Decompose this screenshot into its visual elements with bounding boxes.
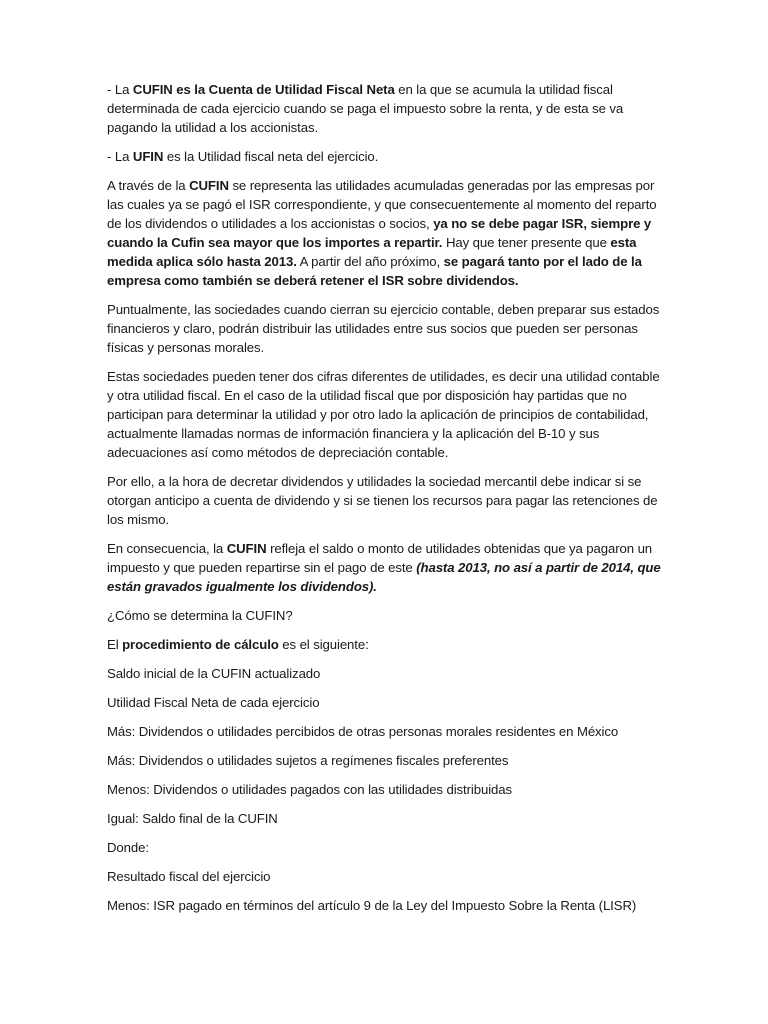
calc-line: Menos: Dividendos o utilidades pagados con las utilidades distribuidas bbox=[107, 782, 512, 797]
calc-line: Donde: bbox=[107, 840, 149, 855]
text: En consecuencia, la bbox=[107, 541, 227, 556]
bold-text: se pagará tanto por el lado de la empresa como también se deberá retener el ISR sobre dividendos. bbox=[107, 254, 642, 288]
calc-line: Más: Dividendos o utilidades sujetos a regímenes fiscales preferentes bbox=[107, 753, 509, 768]
bold-text: ya no se debe pagar ISR, siempre y cuando la Cufin sea mayor que los importes a repartir. bbox=[107, 216, 652, 250]
question-heading: ¿Cómo se determina la CUFIN? bbox=[107, 608, 293, 623]
bold-text: CUFIN bbox=[226, 541, 267, 556]
text: Hay que tener presente que bbox=[442, 235, 611, 250]
paragraph-procedimiento bbox=[107, 635, 668, 654]
calc-line: Utilidad Fiscal Neta de cada ejercicio bbox=[107, 695, 320, 710]
bold-text: UFIN bbox=[132, 149, 164, 164]
text: refleja el saldo o monto de utilidades obtenidas que ya pagaron un impuesto y que pueden repartirse sin el pago de este bbox=[107, 541, 653, 575]
calc-line: Igual: Saldo final de la CUFIN bbox=[107, 811, 278, 826]
text: es el siguiente: bbox=[278, 637, 369, 652]
paragraph-sociedades: Puntualmente, las sociedades cuando cierran su ejercicio contable, deben preparar sus estados financieros y claro, podrán distribuir las utilidades entre sus socios que pueden ser personas físicas y personas morales. bbox=[107, 302, 660, 355]
paragraph-utilidades: Estas sociedades pueden tener dos cifras diferentes de utilidades, es decir una utilidad contable y otra utilidad fiscal. En el caso de la utilidad fiscal que por disposición hay partidas que no participan para determinar la utilidad y por otro lado la aplicación de principios de contabilidad, actualmente llamadas normas de información financiera y la aplicación del B-10 y sus adecuaciones así como métodos de depreciación contable. bbox=[107, 369, 660, 460]
text: - La bbox=[107, 82, 133, 97]
calc-line: Menos: ISR pagado en términos del artículo 9 de la Ley del Impuesto Sobre la Renta (LISR) bbox=[107, 898, 637, 913]
text: es la Utilidad fiscal neta del ejercicio. bbox=[163, 149, 379, 164]
bold-text: procedimiento de cálculo bbox=[122, 637, 279, 652]
text: - La bbox=[107, 149, 133, 164]
calc-line: Más: Dividendos o utilidades percibidos de otras personas morales residentes en México bbox=[107, 724, 619, 739]
paragraph-dividendos: Por ello, a la hora de decretar dividendos y utilidades la sociedad mercantil debe indicar si se otorgan anticipo a cuenta de dividendo y si se tienen los recursos para pagar las retenciones de los mismo. bbox=[107, 474, 658, 527]
bold-text: esta medida aplica sólo hasta 2013. bbox=[107, 235, 637, 269]
calc-line: Saldo inicial de la CUFIN actualizado bbox=[107, 666, 321, 681]
paragraph-ufin-definition bbox=[107, 147, 668, 166]
paragraph-cufin-explanation bbox=[107, 176, 668, 290]
text: en la que se acumula la utilidad fiscal determinada de cada ejercicio cuando se paga el impuesto sobre la renta, y de esta se va pagando la utilidad a los accionistas. bbox=[107, 82, 624, 135]
bold-text: CUFIN es la Cuenta de Utilidad Fiscal Neta bbox=[132, 82, 395, 97]
calc-line: Resultado fiscal del ejercicio bbox=[107, 869, 271, 884]
text: se representa las utilidades acumuladas generadas por las empresas por las cuales ya se pagó el ISR correspondiente, y que consecuentemente al momento del reparto de los dividendos o utilidades a los accionistas o socios, bbox=[107, 178, 657, 231]
paragraph-consecuencia bbox=[107, 539, 668, 596]
bold-text: CUFIN bbox=[189, 178, 229, 193]
text: A través de la bbox=[107, 178, 190, 193]
bold-italic-text: (hasta 2013, no así a partir de 2014, que están gravados igualmente los dividendos). bbox=[107, 560, 661, 594]
text: El bbox=[107, 637, 123, 652]
text: A partir del año próximo, bbox=[296, 254, 444, 269]
paragraph-cufin-definition bbox=[107, 80, 668, 137]
